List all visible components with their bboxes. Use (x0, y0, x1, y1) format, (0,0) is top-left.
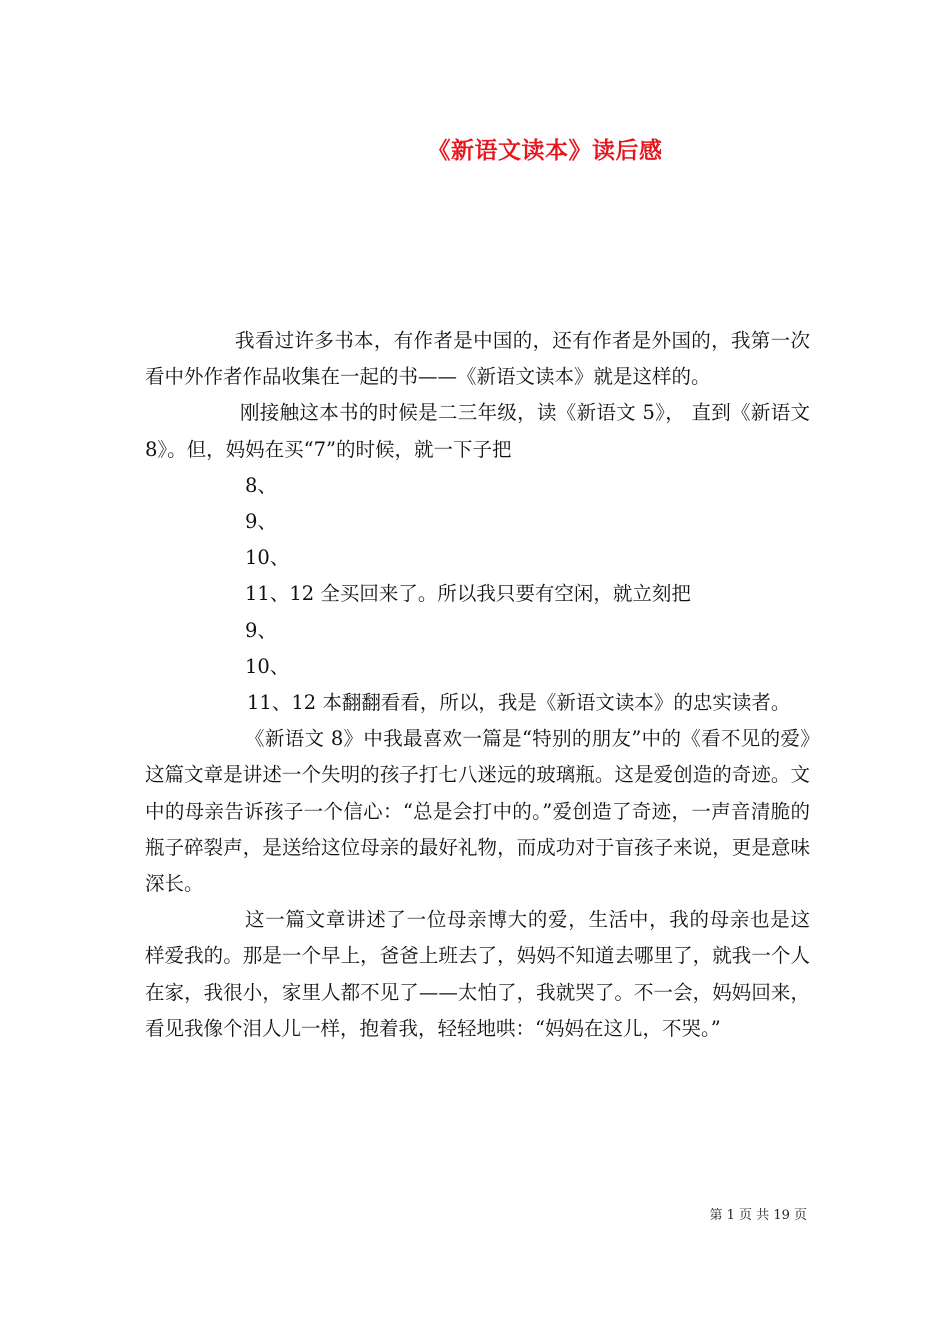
paragraph-5: 《新语文 8》中我最喜欢一篇是“特别的朋友”中的《看不见的爱》这篇文章是讲述一个失明的孩子打七八迷远的玻璃瓶。这是爱创造的奇迹。文中的母亲告诉孩子一个信心：“总是会打中的。”爱创造了奇迹，一声音清脆的瓶子碎裂声，是送给这位母亲的最好礼物，而成功对于盲孩子来说，更是意味深长。 (145, 727, 810, 896)
list-item: 10、 (245, 654, 290, 678)
page-number: 第 1 页 共 19 页 (709, 1208, 807, 1223)
list-item: 8、 (245, 473, 277, 497)
paragraph-1: 我看过许多书本，有作者是中国的，还有作者是外国的，我第一次看中外作者作品收集在一起的书——《新语文读本》就是这样的。 (145, 329, 810, 389)
list-item: 9、 (245, 510, 277, 534)
paragraph-3: 11、12 全买回来了。所以我只要有空闲，就立刻把 (245, 582, 691, 606)
document-title: 《新语文读本》读后感 (427, 137, 663, 164)
list-item: 10、 (245, 546, 290, 570)
paragraph-6: 这一篇文章讲述了一位母亲博大的爱，生活中，我的母亲也是这样爱我的。那是一个早上，爸爸上班去了，妈妈不知道去哪里了，就我一个人在家，我很小，家里人都不见了——太怕了，我就哭了。不一会，妈妈回来，看见我像个泪人儿一样，抱着我，轻轻地哄：“妈妈在这儿，不哭。” (145, 908, 810, 1040)
list-item: 9、 (245, 618, 277, 642)
paragraph-2: 刚接触这本书的时候是二三年级，读《新语文 5》， 直到《新语文 8》。但，妈妈在买“7”的时候，就一下子把 (145, 401, 810, 461)
paragraph-4: 11、12 本翻翻看看，所以，我是《新语文读本》的忠实读者。 (247, 691, 791, 715)
document-body (145, 323, 810, 1047)
